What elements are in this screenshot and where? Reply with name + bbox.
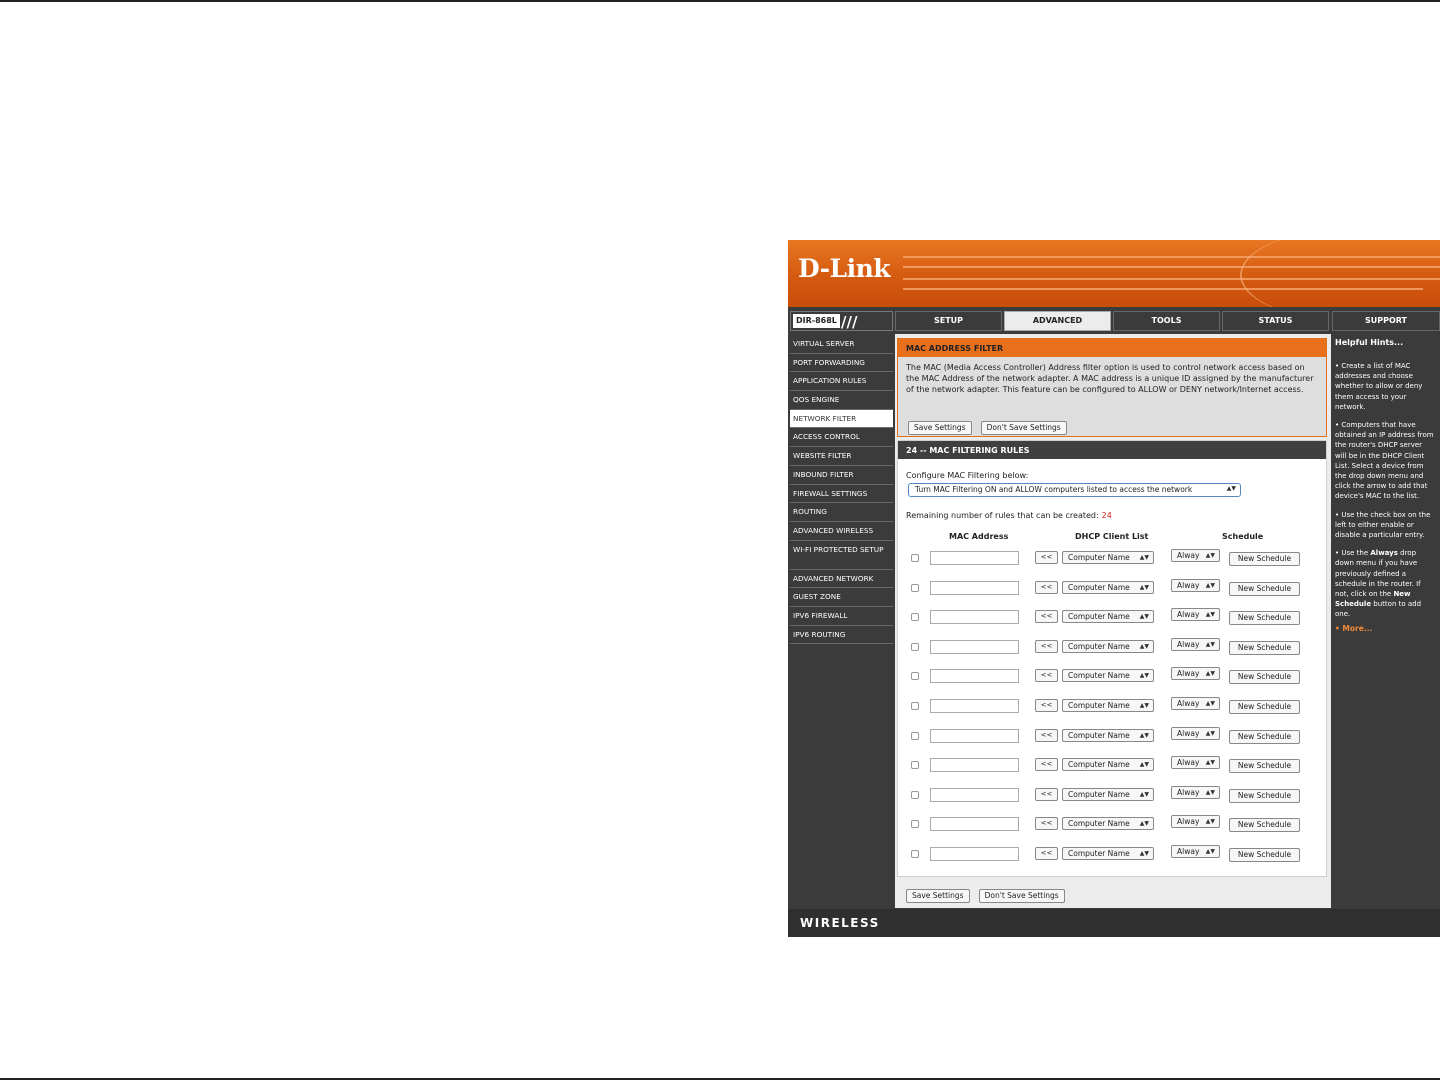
rule-row — [898, 668, 1328, 690]
tab-status[interactable]: STATUS — [1222, 311, 1329, 331]
rules-title: 24 -- MAC FILTERING RULES — [898, 441, 1326, 459]
rule-enable-checkbox[interactable] — [911, 613, 919, 621]
dhcp-client-value: Computer Name — [1068, 701, 1130, 710]
mac-address-input[interactable] — [930, 758, 1019, 772]
dont-save-settings-button-bottom[interactable]: Don't Save Settings — [979, 889, 1065, 903]
column-header-mac: MAC Address — [949, 532, 1009, 541]
schedule-select[interactable] — [1171, 638, 1220, 651]
mac-address-input[interactable] — [930, 847, 1019, 861]
hint-bold: New Schedule — [1335, 590, 1411, 609]
sidebar-item-ipv6-firewall[interactable]: IPV6 FIREWALL — [790, 607, 893, 626]
rule-enable-checkbox[interactable] — [911, 761, 919, 769]
dhcp-client-select[interactable] — [1062, 788, 1154, 801]
rule-row — [898, 639, 1328, 661]
new-schedule-button[interactable]: New Schedule — [1229, 818, 1300, 832]
dhcp-client-value: Computer Name — [1068, 760, 1130, 770]
top-button-row — [908, 415, 1071, 435]
dhcp-client-value: Computer Name — [1068, 641, 1130, 651]
copy-mac-button[interactable]: << — [1035, 788, 1058, 801]
new-schedule-button[interactable]: New Schedule — [1229, 789, 1300, 803]
rule-enable-checkbox[interactable] — [911, 732, 919, 740]
select-arrows-icon: ▲▼ — [1205, 759, 1215, 767]
hints-list — [1332, 347, 1440, 620]
hint-text: Use the check box on the left to either enable or disable a particular entry. — [1335, 510, 1431, 540]
sidebar-item-network-filter[interactable]: NETWORK FILTER — [790, 410, 893, 429]
rule-row — [898, 816, 1328, 838]
column-header-schedule: Schedule — [1222, 532, 1264, 541]
select-arrows-icon: ▲▼ — [1139, 672, 1149, 680]
rule-row — [898, 757, 1328, 779]
select-arrows-icon: ▲▼ — [1139, 583, 1149, 591]
new-schedule-button[interactable]: New Schedule — [1229, 759, 1300, 773]
mac-filter-intro-box — [897, 338, 1327, 437]
hint-text: Use the — [1341, 549, 1371, 558]
rule-row — [898, 698, 1328, 720]
model-badge — [790, 311, 893, 331]
schedule-select[interactable] — [1171, 608, 1220, 621]
sidebar-item-application-rules[interactable]: APPLICATION RULES — [790, 372, 893, 391]
copy-mac-button[interactable]: << — [1035, 758, 1058, 771]
schedule-value: Alway — [1177, 639, 1200, 649]
schedule-select[interactable] — [1171, 786, 1220, 799]
dont-save-settings-button[interactable]: Don't Save Settings — [981, 421, 1067, 435]
select-arrows-icon: ▲▼ — [1205, 788, 1215, 796]
remaining-label: Remaining number of rules that can be created: — [906, 511, 1099, 520]
hint-text: Computers that have obtained an IP address from the router's DHCP server will be in the DHCP Client List. Select a device from the drop down menu and click the arrow to add that device's MAC to the list. — [1335, 421, 1434, 501]
sidebar-nav — [790, 335, 893, 644]
sidebar-item-virtual-server[interactable]: VIRTUAL SERVER — [790, 335, 893, 354]
dhcp-client-select[interactable] — [1062, 610, 1154, 623]
sidebar-item-port-forwarding[interactable]: PORT FORWARDING — [790, 354, 893, 373]
more-link[interactable]: • More... — [1335, 623, 1373, 633]
rule-enable-checkbox[interactable] — [911, 584, 919, 592]
select-arrows-icon: ▲▼ — [1205, 670, 1215, 678]
schedule-select[interactable] — [1171, 756, 1220, 769]
sidebar-item-inbound-filter[interactable]: INBOUND FILTER — [790, 466, 893, 485]
rule-row — [898, 609, 1328, 631]
new-schedule-button[interactable]: New Schedule — [1229, 848, 1300, 862]
copy-mac-button[interactable]: << — [1035, 729, 1058, 742]
hint-bold: Always — [1370, 549, 1398, 558]
schedule-select[interactable] — [1171, 815, 1220, 828]
mac-address-input[interactable] — [930, 551, 1019, 565]
top-tab-bar — [788, 309, 1440, 333]
select-arrows-icon: ▲▼ — [1139, 554, 1149, 561]
mac-address-input[interactable] — [930, 581, 1019, 595]
hint-text: Create a list of MAC addresses and choose whether to allow or deny them access to your network. — [1335, 362, 1423, 411]
rule-enable-checkbox[interactable] — [911, 791, 919, 799]
schedule-value: Alway — [1177, 580, 1200, 590]
rule-enable-checkbox[interactable] — [911, 643, 919, 651]
select-arrows-icon: ▲▼ — [1205, 640, 1215, 648]
schedule-value: Alway — [1177, 728, 1200, 738]
select-arrows-icon: ▲▼ — [1139, 642, 1149, 650]
select-arrows-icon: ▲▼ — [1139, 731, 1149, 739]
dhcp-client-select[interactable] — [1062, 817, 1154, 830]
page-bottom-rule — [0, 1078, 1440, 1080]
dhcp-client-value: Computer Name — [1068, 849, 1130, 858]
schedule-select[interactable] — [1171, 549, 1220, 562]
schedule-select[interactable] — [1171, 697, 1220, 710]
select-arrows-icon: ▲▼ — [1205, 848, 1215, 855]
mac-address-input[interactable] — [930, 788, 1019, 802]
schedule-value: Alway — [1177, 758, 1200, 768]
sidebar-item-guest-zone[interactable]: GUEST ZONE — [790, 588, 893, 607]
schedule-value: Alway — [1177, 817, 1200, 827]
schedule-value: Alway — [1177, 669, 1200, 679]
rule-enable-checkbox[interactable] — [911, 554, 919, 562]
main-content — [895, 334, 1331, 908]
select-arrows-icon: ▲▼ — [1139, 613, 1149, 621]
column-header-dhcp: DHCP Client List — [1075, 532, 1149, 541]
schedule-select[interactable] — [1171, 667, 1220, 680]
select-arrows-icon: ▲▼ — [1139, 790, 1149, 798]
copy-mac-button[interactable]: << — [1035, 610, 1058, 623]
sidebar-item-ipv6-routing[interactable]: IPV6 ROUTING — [790, 626, 893, 645]
save-settings-button-bottom[interactable]: Save Settings — [906, 889, 970, 903]
dhcp-client-value: Computer Name — [1068, 582, 1130, 592]
copy-mac-button[interactable]: << — [1035, 847, 1058, 860]
dhcp-client-select[interactable] — [1062, 729, 1154, 742]
new-schedule-button[interactable]: New Schedule — [1229, 582, 1300, 596]
sidebar-item-advanced-network[interactable]: ADVANCED NETWORK — [790, 570, 893, 589]
mac-filter-description: The MAC (Media Access Controller) Address filter option is used to control network access based on the MAC Address of the network adapter. A MAC address is a unique ID assigned by the manufacturer of the network adapter. This feature can be configured to ALLOW or DENY network/Internet access. — [906, 363, 1314, 394]
dhcp-client-value: Computer Name — [1068, 819, 1130, 829]
select-arrows-icon: ▲▼ — [1205, 611, 1215, 619]
mac-address-input[interactable] — [930, 640, 1019, 654]
schedule-value: Alway — [1177, 551, 1200, 560]
mac-address-input[interactable] — [930, 729, 1019, 743]
hint-item-schedule: • Use the Always drop down menu if you have previously defined a schedule in the router. If not, click on the New Schedule button to add one. — [1335, 549, 1422, 619]
schedule-select[interactable] — [1171, 845, 1220, 858]
tab-setup[interactable]: SETUP — [895, 311, 1002, 331]
save-settings-button[interactable]: Save Settings — [908, 421, 972, 435]
select-arrows-icon: ▲▼ — [1205, 818, 1215, 826]
select-arrows-icon: ▲▼ — [1205, 700, 1215, 707]
tab-advanced[interactable]: ADVANCED — [1004, 311, 1111, 331]
dhcp-client-select[interactable] — [1062, 758, 1154, 771]
mac-address-input[interactable] — [930, 669, 1019, 683]
footer-bar — [788, 909, 1440, 937]
dhcp-client-value: Computer Name — [1068, 789, 1130, 799]
sidebar-item-wifi-protected-setup[interactable]: WI-FI PROTECTED SETUP — [790, 541, 893, 570]
copy-mac-button[interactable]: << — [1035, 817, 1058, 830]
schedule-value: Alway — [1177, 847, 1200, 856]
page-top-rule — [0, 0, 1440, 2]
dhcp-client-value: Computer Name — [1068, 671, 1130, 681]
mac-filter-title: MAC ADDRESS FILTER — [898, 339, 1326, 357]
new-schedule-button[interactable]: New Schedule — [1229, 552, 1300, 566]
rule-enable-checkbox[interactable] — [911, 672, 919, 680]
dhcp-client-select[interactable] — [1062, 847, 1154, 860]
dhcp-client-value: Computer Name — [1068, 612, 1130, 622]
tab-support[interactable]: SUPPORT — [1332, 311, 1440, 331]
schedule-select[interactable] — [1171, 579, 1220, 592]
copy-mac-button[interactable]: << — [1035, 551, 1058, 564]
header-banner — [788, 240, 1440, 307]
new-schedule-button[interactable]: New Schedule — [1229, 641, 1300, 655]
hints-title: Helpful Hints... — [1335, 338, 1404, 347]
banner-swoosh — [1240, 240, 1440, 307]
bottom-button-row — [906, 883, 1069, 903]
new-schedule-button[interactable]: New Schedule — [1229, 700, 1300, 714]
new-schedule-button[interactable]: New Schedule — [1229, 730, 1300, 744]
copy-mac-button[interactable]: << — [1035, 640, 1058, 653]
remaining-rules — [906, 511, 1112, 520]
helpful-hints-panel — [1332, 335, 1440, 909]
wireless-footer-logo: WIRELESS — [800, 916, 880, 930]
dhcp-client-value: Computer Name — [1068, 730, 1130, 740]
router-admin-screenshot — [788, 240, 1440, 937]
remaining-count: 24 — [1101, 511, 1112, 520]
model-slash-decoration: /// — [841, 313, 858, 331]
configure-label: Configure MAC Filtering below: — [906, 471, 1029, 480]
tab-tools[interactable]: TOOLS — [1113, 311, 1220, 331]
copy-mac-button[interactable]: << — [1035, 699, 1058, 712]
select-arrows-icon: ▲▼ — [1139, 850, 1149, 857]
dhcp-client-select[interactable] — [1062, 669, 1154, 682]
schedule-value: Alway — [1177, 787, 1200, 797]
new-schedule-button[interactable]: New Schedule — [1229, 611, 1300, 625]
model-label: DIR-868L — [793, 314, 840, 328]
mac-filter-policy-select[interactable] — [908, 483, 1241, 497]
dhcp-client-select[interactable] — [1062, 581, 1154, 594]
policy-select-value: Turn MAC Filtering ON and ALLOW computers listed to access the network — [915, 485, 1193, 494]
select-arrows-icon: ▲▼ — [1139, 761, 1149, 769]
rule-enable-checkbox[interactable] — [911, 850, 919, 858]
more-link-label[interactable]: More... — [1342, 623, 1373, 633]
select-arrows-icon: ▲▼ — [1205, 552, 1215, 559]
select-arrows-icon: ▲▼ — [1205, 581, 1215, 589]
sidebar-item-firewall-settings[interactable]: FIREWALL SETTINGS — [790, 485, 893, 504]
dhcp-client-select[interactable] — [1062, 699, 1154, 712]
copy-mac-button[interactable]: << — [1035, 669, 1058, 682]
select-arrows-icon: ▲▼ — [1205, 729, 1215, 737]
dhcp-client-select[interactable] — [1062, 551, 1154, 564]
sidebar-item-qos-engine[interactable]: QOS ENGINE — [790, 391, 893, 410]
schedule-value: Alway — [1177, 699, 1200, 708]
hint-item: • Create a list of MAC addresses and choose whether to allow or deny them access to your network. — [1335, 362, 1423, 411]
rule-row — [898, 580, 1328, 602]
hint-text: drop down menu if you have previously defined a schedule in the router. If not, click on the — [1335, 549, 1421, 599]
dhcp-client-value: Computer Name — [1068, 553, 1130, 562]
rule-row — [898, 846, 1328, 868]
mac-filtering-rules-box — [897, 440, 1327, 877]
sidebar-item-advanced-wireless[interactable]: ADVANCED WIRELESS — [790, 522, 893, 541]
rule-row — [898, 728, 1328, 750]
mac-address-input[interactable] — [930, 610, 1019, 624]
rule-enable-checkbox[interactable] — [911, 702, 919, 710]
hint-item: • Use the check box on the left to either enable or disable a particular entry. — [1335, 510, 1431, 540]
dlink-logo: D-Link — [798, 254, 891, 283]
mac-address-input[interactable] — [930, 699, 1019, 713]
rule-row — [898, 787, 1328, 809]
schedule-select[interactable] — [1171, 727, 1220, 740]
sidebar-item-website-filter[interactable]: WEBSITE FILTER — [790, 447, 893, 466]
select-arrows-icon: ▲▼ — [1226, 485, 1236, 492]
rule-row — [898, 550, 1328, 572]
select-arrows-icon: ▲▼ — [1139, 702, 1149, 709]
rule-enable-checkbox[interactable] — [911, 820, 919, 828]
hint-item: • Computers that have obtained an IP address from the router's DHCP server will be in the DHCP Client List. Select a device from the drop down menu and click the arrow to add that device's MAC to the list. — [1335, 421, 1434, 501]
select-arrows-icon: ▲▼ — [1139, 820, 1149, 828]
sidebar-item-access-control[interactable]: ACCESS CONTROL — [790, 428, 893, 447]
new-schedule-button[interactable]: New Schedule — [1229, 670, 1300, 684]
mac-address-input[interactable] — [930, 817, 1019, 831]
copy-mac-button[interactable]: << — [1035, 581, 1058, 594]
hint-text: button to add one. — [1335, 600, 1422, 619]
dhcp-client-select[interactable] — [1062, 640, 1154, 653]
sidebar-item-routing[interactable]: ROUTING — [790, 503, 893, 522]
schedule-value: Alway — [1177, 610, 1200, 620]
